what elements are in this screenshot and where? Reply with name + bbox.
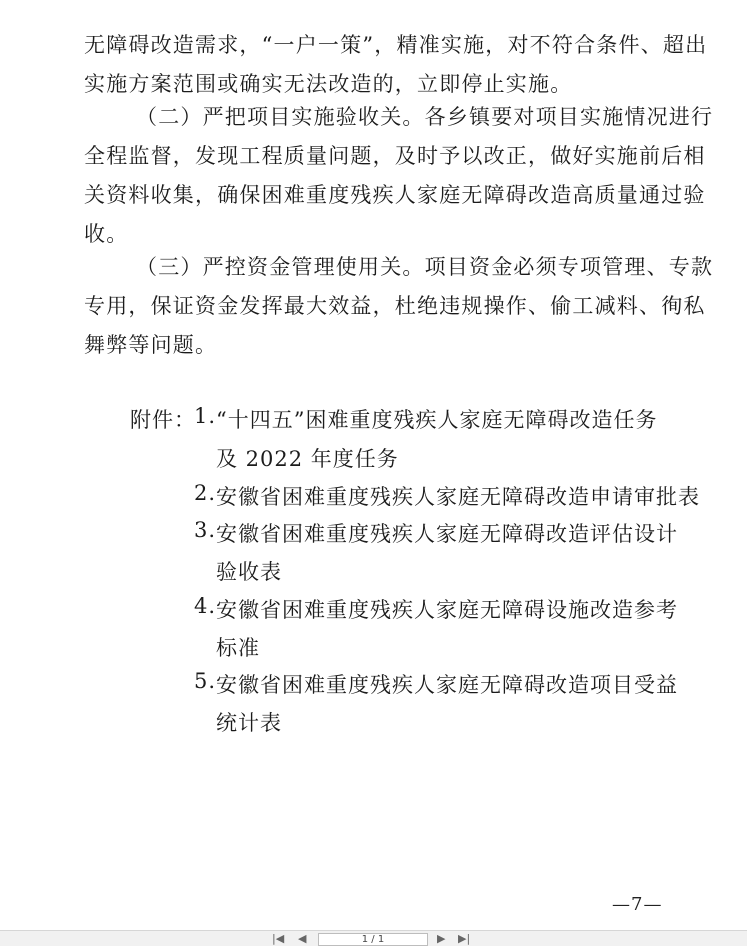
text-line: （三）严控资金管理使用关。项目资金必须专项管理、专款 <box>136 255 714 279</box>
attachment-1-title: “十四五”困难重度残疾人家庭无障碍改造任务 <box>216 408 658 432</box>
attachment-4-number: 4. <box>194 594 217 618</box>
attachments-label: 附件： <box>130 408 196 432</box>
page-navigation-bar <box>0 930 747 946</box>
attachment-1-title-cont: 及 2022 年度任务 <box>216 447 399 471</box>
last-page-icon[interactable]: ▶| <box>458 932 471 945</box>
text-line: 无障碍改造需求，“一户一策”，精准实施，对不符合条件、超出 <box>84 33 708 57</box>
attachment-5-number: 5. <box>194 669 217 693</box>
attachment-3-title-cont: 验收表 <box>216 560 282 584</box>
paragraph-2 <box>84 98 714 254</box>
page-indicator-input[interactable]: 1 / 1 <box>318 933 428 946</box>
text-line: 舞弊等问题。 <box>84 333 218 357</box>
first-page-icon[interactable]: |◀ <box>272 932 285 945</box>
attachment-3-number: 3. <box>194 518 217 542</box>
attachment-4-title: 安徽省困难重度残疾人家庭无障碍设施改造参考 <box>216 598 678 622</box>
paragraph-3 <box>84 248 714 365</box>
attachment-2-number: 2. <box>194 481 217 505</box>
text-line: 收。 <box>84 222 129 246</box>
previous-page-icon[interactable]: ◀ <box>298 932 307 945</box>
next-page-icon[interactable]: ▶ <box>437 932 446 945</box>
page-number: —7— <box>612 894 663 915</box>
attachment-5-title-cont: 统计表 <box>216 711 282 735</box>
text-line: 专用，保证资金发挥最大效益，杜绝违规操作、偷工减料、徇私 <box>84 294 706 318</box>
attachment-2-title: 安徽省困难重度残疾人家庭无障碍改造申请审批表 <box>216 485 700 509</box>
text-line: 关资料收集，确保困难重度残疾人家庭无障碍改造高质量通过验 <box>84 183 706 207</box>
attachment-3-title: 安徽省困难重度残疾人家庭无障碍改造评估设计 <box>216 522 678 546</box>
attachment-4-title-cont: 标准 <box>216 636 260 660</box>
text-line: （二）严把项目实施验收关。各乡镇要对项目实施情况进行 <box>136 105 714 129</box>
text-line: 全程监督，发现工程质量问题，及时予以改正，做好实施前后相 <box>84 144 706 168</box>
text-line: 实施方案范围或确实无法改造的，立即停止实施。 <box>84 72 573 96</box>
attachment-5-title: 安徽省困难重度残疾人家庭无障碍改造项目受益 <box>216 673 678 697</box>
attachment-1-number: 1. <box>194 404 217 428</box>
paragraph-1 <box>84 26 708 104</box>
